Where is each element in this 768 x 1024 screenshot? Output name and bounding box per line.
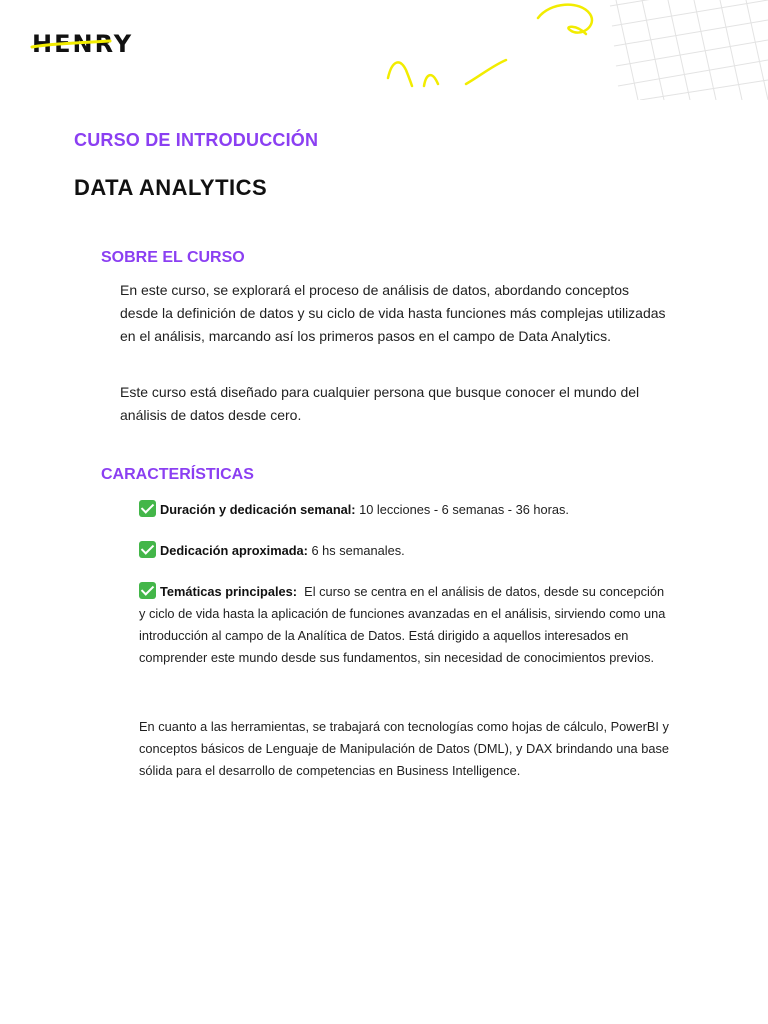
page-title: DATA ANALYTICS bbox=[74, 175, 268, 200]
feature-label: Temáticas principales: bbox=[160, 584, 298, 599]
feature-text: 10 lecciones - 6 semanas - 36 horas. bbox=[359, 502, 569, 517]
feature-item-duration bbox=[139, 499, 669, 521]
section-heading-features: CARACTERÍSTICAS bbox=[101, 466, 254, 483]
feature-item-topics bbox=[139, 581, 669, 669]
check-mark-icon bbox=[139, 582, 156, 599]
section-heading-about: SOBRE EL CURSO bbox=[101, 249, 245, 266]
tools-paragraph: En cuanto a las herramientas, se trabajará con tecnologías como hojas de cálculo, PowerBI y conceptos básicos de Lenguaje de Manipulación de Datos (DML), y DAX brindando una base sólida para el desarrollo de competencias en Business Intelligence. bbox=[139, 719, 669, 778]
henry-logo: HENRY bbox=[32, 30, 134, 58]
about-paragraph: Este curso está diseñado para cualquier persona que busque conocer el mundo del análisis de datos desde cero. bbox=[120, 384, 640, 423]
course-kicker: CURSO DE INTRODUCCIÓN bbox=[74, 130, 319, 150]
feature-label: Duración y dedicación semanal: bbox=[160, 502, 356, 517]
about-paragraph: En este curso, se explorará el proceso de análisis de datos, abordando conceptos desde la definición de datos y su ciclo de vida hasta funciones más complejas utilizadas en el análisis, marcando así los primeros pasos en el campo de Data Analytics. bbox=[120, 282, 666, 344]
feature-item-dedication bbox=[139, 540, 669, 562]
check-mark-icon bbox=[139, 541, 156, 558]
feature-label: Dedicación aproximada: bbox=[160, 543, 308, 558]
logo-highlight-stroke bbox=[30, 38, 112, 52]
check-mark-icon bbox=[139, 500, 156, 517]
feature-text: El curso se centra en el análisis de datos, desde su concepción y ciclo de vida hasta la aplicación de funciones avanzadas en el análisis, sirviendo como una introducción al campo de la Analítica de Datos. Está dirigido a aquellos interesados en comprender este mundo desde sus fundamentos, sin necesidad de conocimientos previos. bbox=[139, 584, 666, 665]
decorative-grid-scribble bbox=[380, 0, 768, 100]
feature-text: 6 hs semanales. bbox=[311, 543, 405, 558]
